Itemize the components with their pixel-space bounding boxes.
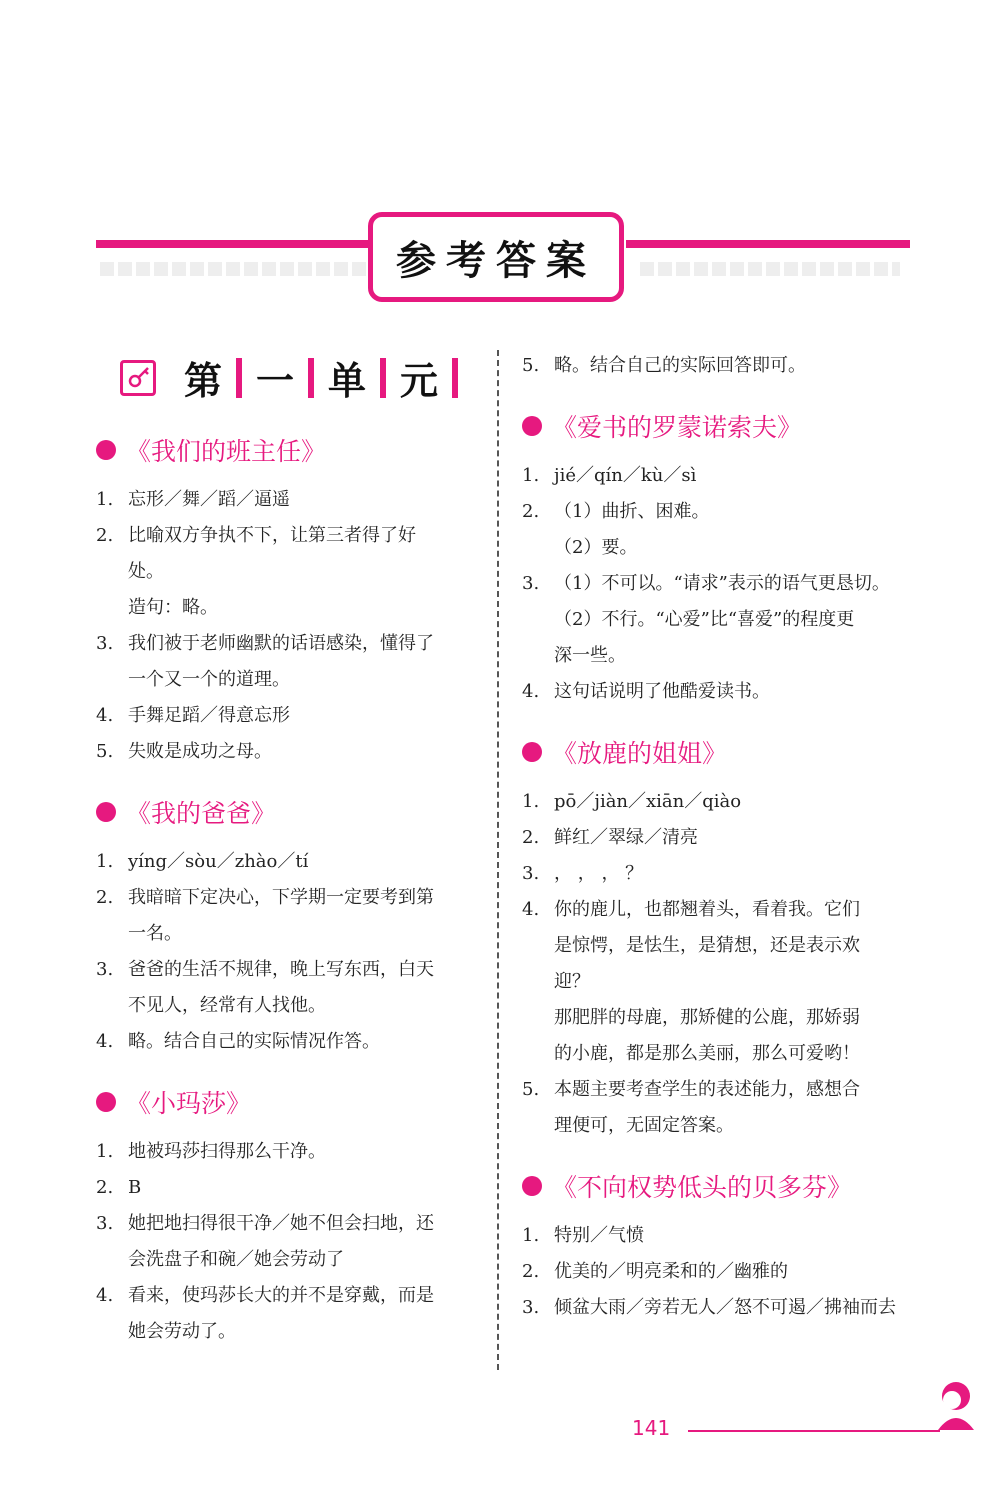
spacer	[96, 1060, 488, 1080]
left-column	[96, 362, 488, 1350]
answer-item	[522, 820, 914, 856]
spacer	[522, 384, 914, 404]
answer-text: 本题主要考查学生的表述能力，感想合	[554, 1079, 860, 1100]
right-column	[522, 348, 914, 1326]
answer-item	[96, 734, 488, 770]
section-title	[96, 1080, 488, 1124]
answer-number: 1.	[522, 791, 540, 812]
answer-text: 鲜红／翠绿／清亮	[554, 827, 698, 848]
answer-number: 5.	[522, 355, 540, 376]
answer-item	[96, 698, 488, 734]
section-title	[96, 428, 488, 472]
spacer	[522, 1144, 914, 1164]
answer-number: 4.	[522, 899, 540, 920]
answer-text: 一个又一个的道理。	[128, 669, 290, 690]
answer-item	[96, 880, 488, 916]
section-title-text: 《不向权势低头的贝多芬》	[552, 1173, 853, 1202]
answer-item	[96, 1170, 488, 1206]
answer-item	[96, 1134, 488, 1170]
answer-item	[522, 494, 914, 530]
unit-char: 单	[328, 359, 367, 403]
answer-text: ， ， ， ？	[554, 863, 644, 884]
unit-char: 元	[400, 359, 439, 403]
answer-text: 略。结合自己的实际回答即可。	[554, 355, 806, 376]
answer-number: 2.	[96, 887, 114, 908]
answer-item	[522, 928, 914, 964]
answer-text: 比喻双方争执不下，让第三者得了好	[128, 525, 416, 546]
answer-text: 她把地扫得很干净／她不但会扫地，还	[128, 1213, 434, 1234]
banner-shade-left	[100, 262, 370, 276]
answer-text: 深一些。	[554, 645, 626, 666]
answer-text: 失败是成功之母。	[128, 741, 272, 762]
unit-char: 一	[256, 359, 295, 403]
answer-number: 4.	[96, 1031, 114, 1052]
answer-text: （1）不可以。“请求”表示的语气更恳切。	[554, 573, 890, 594]
answer-text: 造句：略。	[128, 597, 218, 618]
answer-text: 特别／气愤	[554, 1225, 644, 1246]
spacer	[96, 770, 488, 790]
answer-item	[522, 1036, 914, 1072]
answer-number: 3.	[96, 633, 114, 654]
answer-text: 你的鹿儿，也都翘着头，看着我。它们	[554, 899, 860, 920]
answer-text: 地被玛莎扫得那么干净。	[128, 1141, 326, 1162]
answer-item	[522, 1254, 914, 1290]
footer-rule	[688, 1430, 940, 1432]
answer-item	[96, 844, 488, 880]
section-title	[522, 404, 914, 448]
bullet-dot-icon	[96, 1092, 116, 1112]
answer-item	[96, 1242, 488, 1278]
answer-text: 那肥胖的母鹿，那矫健的公鹿，那娇弱	[554, 1007, 860, 1028]
answer-number: 1.	[522, 465, 540, 486]
answer-item	[522, 1108, 914, 1144]
answer-number: 2.	[96, 525, 114, 546]
answer-item	[522, 1072, 914, 1108]
banner-rule-left	[96, 240, 376, 248]
answer-number: 2.	[522, 501, 540, 522]
bullet-dot-icon	[522, 742, 542, 762]
answer-text: 的小鹿，都是那么美丽，那么可爱哟！	[554, 1043, 860, 1064]
answer-number: 3.	[96, 1213, 114, 1234]
answer-text: B	[128, 1177, 142, 1198]
answer-number: 2.	[522, 1261, 540, 1282]
answer-item	[96, 1206, 488, 1242]
answer-item	[522, 348, 914, 384]
answer-text: （1）曲折、困难。	[554, 501, 710, 522]
spacer	[522, 710, 914, 730]
section-title-text: 《我的爸爸》	[126, 799, 277, 828]
answer-text: 这句话说明了他酷爱读书。	[554, 681, 770, 702]
answer-item	[96, 626, 488, 662]
answer-text: 手舞足蹈／得意忘形	[128, 705, 290, 726]
answer-text: 倾盆大雨／旁若无人／怒不可遏／拂袖而去	[554, 1297, 896, 1318]
section-title	[522, 1164, 914, 1208]
answer-item	[96, 482, 488, 518]
section-title-text: 《爱书的罗蒙诺索夫》	[552, 413, 803, 442]
answer-item	[522, 892, 914, 928]
answer-number: 3.	[96, 959, 114, 980]
answer-number: 3.	[522, 573, 540, 594]
answer-item	[96, 518, 488, 554]
answer-number: 4.	[96, 705, 114, 726]
answer-text: 略。结合自己的实际情况作答。	[128, 1031, 380, 1052]
answer-item	[522, 1000, 914, 1036]
answer-number: 5.	[522, 1079, 540, 1100]
answer-text: 理便可，无固定答案。	[554, 1115, 734, 1136]
answer-item	[96, 952, 488, 988]
answer-item	[522, 458, 914, 494]
answer-item	[522, 638, 914, 674]
section-title-text: 《放鹿的姐姐》	[552, 739, 728, 768]
answer-item	[522, 602, 914, 638]
girl-mascot-icon	[930, 1376, 978, 1432]
answer-number: 2.	[522, 827, 540, 848]
answer-item	[522, 1290, 914, 1326]
answer-item	[522, 856, 914, 892]
section-title	[522, 730, 914, 774]
section-title	[96, 790, 488, 834]
answer-number: 3.	[522, 863, 540, 884]
answer-text: 忘形／舞／蹈／逼遥	[128, 489, 290, 510]
answer-text: 迎？	[554, 971, 590, 992]
unit-char: 第	[184, 359, 223, 403]
answer-item	[522, 784, 914, 820]
bullet-dot-icon	[96, 802, 116, 822]
answer-number: 5.	[96, 741, 114, 762]
column-divider	[497, 350, 499, 1370]
section-title-text: 《我们的班主任》	[126, 437, 327, 466]
answer-item	[96, 916, 488, 952]
answer-item	[522, 964, 914, 1000]
answer-text: 我们被于老师幽默的话语感染，懂得了	[128, 633, 434, 654]
answer-text: 看来，使玛莎长大的并不是穿戴，而是	[128, 1285, 434, 1306]
banner-rule-right	[626, 240, 910, 248]
answer-number: 3.	[522, 1297, 540, 1318]
answer-item	[522, 1218, 914, 1254]
answer-item	[96, 554, 488, 590]
answer-text: 优美的／明亮柔和的／幽雅的	[554, 1261, 788, 1282]
answer-item	[96, 1024, 488, 1060]
bullet-dot-icon	[96, 440, 116, 460]
answer-text: 一名。	[128, 923, 182, 944]
answer-text: 我暗暗下定决心，下学期一定要考到第	[128, 887, 434, 908]
page-number: 141	[632, 1416, 671, 1440]
bullet-dot-icon	[522, 1176, 542, 1196]
bullet-dot-icon	[522, 416, 542, 436]
answer-number: 1.	[522, 1225, 540, 1246]
answer-text: 是惊愕，是怯生，是猜想，还是表示欢	[554, 935, 860, 956]
banner-box	[368, 212, 624, 302]
answer-text: 处。	[128, 561, 164, 582]
answer-text: jié／qín／kù／sì	[554, 465, 697, 486]
answer-number: 4.	[522, 681, 540, 702]
answer-text: pō／jiàn／xiān／qiào	[554, 791, 742, 812]
answer-text: （2）不行。“心爱”比“喜爱”的程度更	[554, 609, 855, 630]
answer-item	[96, 662, 488, 698]
answer-item	[96, 988, 488, 1024]
answer-item	[96, 590, 488, 626]
answer-number: 1.	[96, 1141, 114, 1162]
section-title-text: 《小玛莎》	[126, 1089, 252, 1118]
answer-number: 1.	[96, 851, 114, 872]
answer-text: yíng／sòu／zhào／tí	[128, 851, 309, 872]
answer-number: 1.	[96, 489, 114, 510]
answer-text: 不见人，经常有人找他。	[128, 995, 326, 1016]
page-title: 参考答案	[396, 237, 596, 284]
answer-number: 4.	[96, 1285, 114, 1306]
answer-text: 爸爸的生活不规律，晚上写东西，白天	[128, 959, 434, 980]
answer-text: （2）要。	[554, 537, 638, 558]
answer-number: 2.	[96, 1177, 114, 1198]
answer-text: 她会劳动了。	[128, 1321, 236, 1342]
answer-item	[522, 566, 914, 602]
answer-item	[96, 1314, 488, 1350]
answer-item	[522, 674, 914, 710]
banner-shade-right	[640, 262, 900, 276]
answer-item	[96, 1278, 488, 1314]
answer-item	[522, 530, 914, 566]
answer-text: 会洗盘子和碗／她会劳动了	[128, 1249, 344, 1270]
